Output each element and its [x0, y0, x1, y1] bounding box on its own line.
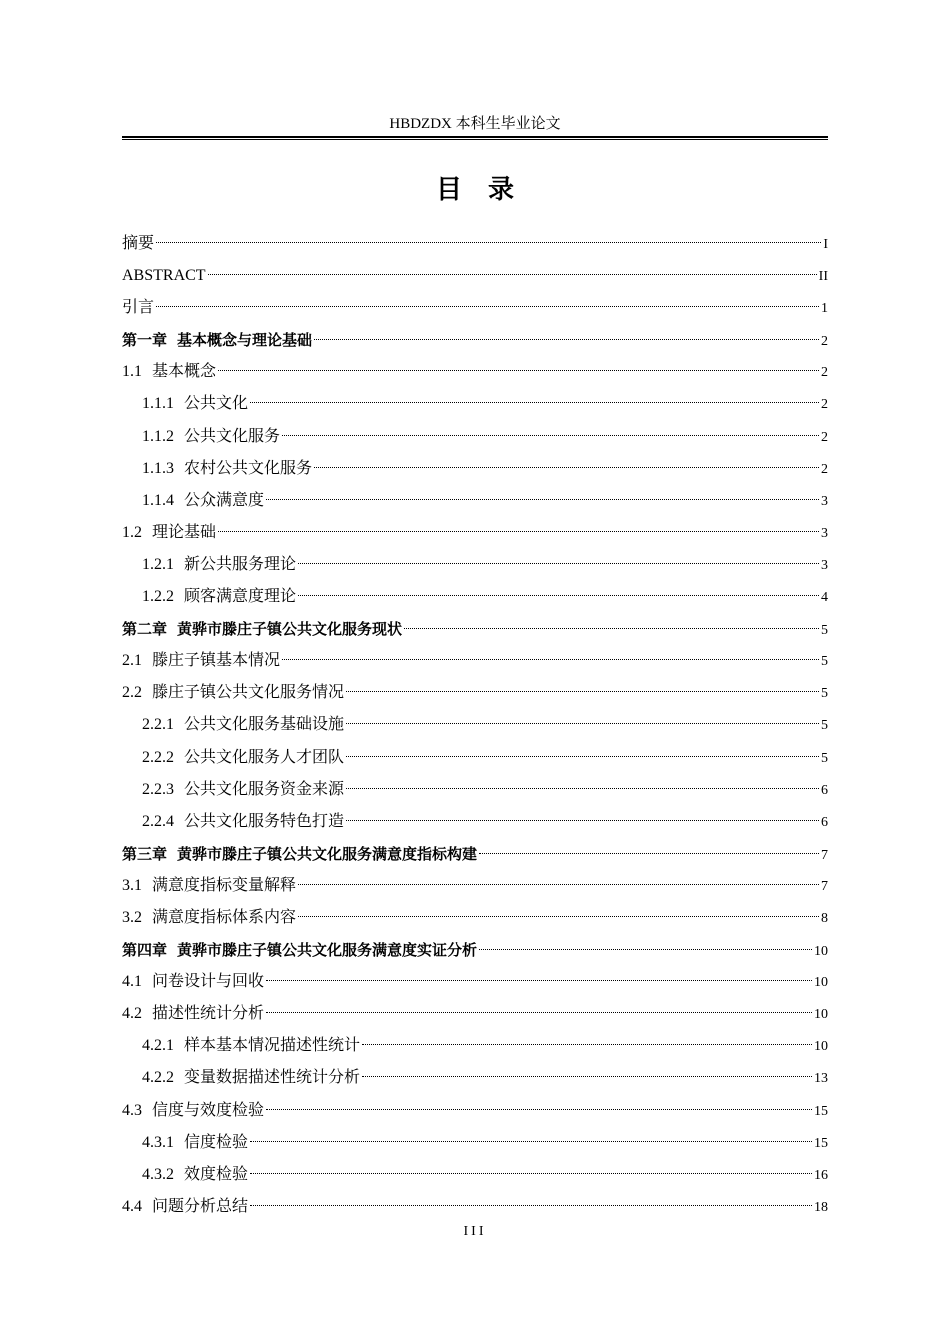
toc-entry-label [122, 228, 154, 260]
toc-entry-text: 摘要 [122, 235, 155, 252]
toc-leader-dots [298, 595, 819, 596]
toc-leader-dots [479, 853, 819, 854]
toc-entry[interactable] [122, 902, 828, 934]
toc-entry-number: 2.2.1 [142, 716, 174, 734]
toc-entry-label [142, 388, 248, 420]
toc-leader-dots [208, 274, 817, 275]
toc-entry-page: 15 [814, 1135, 828, 1151]
toc-entry[interactable] [122, 742, 828, 774]
toc-leader-dots [346, 820, 819, 821]
toc-entry-page: II [818, 269, 828, 285]
toc-list [122, 228, 828, 1223]
toc-entry-page: 13 [814, 1071, 828, 1087]
toc-entry-label [142, 549, 296, 581]
toc-entry[interactable] [122, 1095, 828, 1127]
toc-entry-text: 公共文化服务基础设施 [184, 716, 345, 734]
toc-entry-page: 10 [814, 1007, 828, 1023]
toc-entry-text: 农村公共文化服务 [184, 459, 313, 477]
toc-entry[interactable] [122, 517, 828, 549]
toc-entry[interactable] [122, 260, 828, 292]
toc-entry[interactable] [122, 324, 828, 356]
toc-entry-label [142, 1030, 360, 1062]
toc-entry-text: 样本基本情况描述性统计 [184, 1037, 361, 1055]
toc-entry[interactable] [122, 549, 828, 581]
toc-entry-text: 顾客满意度理论 [184, 588, 297, 606]
toc-leader-dots [346, 691, 819, 692]
toc-entry-text: 理论基础 [152, 523, 217, 541]
toc-entry-number: 第三章 [122, 844, 168, 863]
toc-entry-text: 公共文化服务人才团队 [184, 748, 345, 766]
toc-entry-text: 问卷设计与回收 [152, 973, 265, 991]
toc-entry-number: 第四章 [122, 941, 168, 960]
toc-entry[interactable] [122, 998, 828, 1030]
toc-entry-text: 引言 [122, 299, 155, 317]
toc-entry-page: 5 [821, 750, 828, 766]
toc-entry-page: 10 [814, 944, 828, 960]
header-rule-thin [122, 139, 828, 140]
toc-entry-label [122, 934, 477, 966]
toc-entry-page: I [823, 237, 828, 252]
toc-leader-dots [346, 788, 819, 789]
toc-entry-label [122, 902, 296, 934]
toc-leader-dots [156, 242, 821, 243]
toc-leader-dots [298, 563, 819, 564]
toc-entry-label [142, 1159, 248, 1191]
toc-entry-page: 1 [821, 301, 828, 317]
toc-entry[interactable] [122, 453, 828, 485]
toc-entry-number: 4.2 [122, 1005, 142, 1023]
toc-entry-text: 公共文化 [184, 395, 249, 413]
toc-entry-page: 5 [821, 686, 828, 702]
page-header: HBDZDX 本科生毕业论文 [389, 116, 561, 132]
toc-entry-number: 4.2.1 [142, 1037, 174, 1055]
toc-leader-dots [298, 884, 819, 885]
toc-leader-dots [282, 435, 819, 436]
toc-entry[interactable] [122, 356, 828, 388]
toc-entry-text: 公共文化服务特色打造 [184, 812, 345, 830]
toc-entry-page: 2 [821, 397, 828, 413]
toc-entry-text: 信度与效度检验 [152, 1101, 265, 1119]
toc-entry[interactable] [122, 1030, 828, 1062]
toc-entry-text: 公众满意度 [184, 491, 265, 509]
toc-entry-number: 1.2.1 [142, 555, 174, 573]
toc-entry[interactable] [122, 774, 828, 806]
toc-leader-dots [266, 980, 812, 981]
toc-entry-number: 4.4 [122, 1197, 142, 1215]
toc-entry-text: 滕庄子镇公共文化服务情况 [152, 684, 345, 702]
toc-entry-page: 7 [821, 847, 828, 863]
toc-entry[interactable] [122, 613, 828, 645]
toc-entry-label [142, 421, 280, 453]
toc-entry-page: 16 [814, 1167, 828, 1183]
toc-entry-number: 1.1.3 [142, 459, 174, 477]
toc-entry-page: 2 [821, 365, 828, 381]
toc-entry[interactable] [122, 870, 828, 902]
toc-entry-page: 7 [821, 878, 828, 894]
toc-entry[interactable] [122, 645, 828, 677]
toc-entry-label [122, 998, 264, 1030]
toc-entry[interactable] [122, 1062, 828, 1094]
toc-entry-text: ABSTRACT [122, 267, 206, 285]
toc-leader-dots [266, 1109, 812, 1110]
toc-entry[interactable] [122, 228, 828, 260]
toc-entry-text: 黄骅市滕庄子镇公共文化服务现状 [177, 620, 403, 639]
toc-entry-label [142, 485, 264, 517]
toc-entry-page: 10 [814, 1039, 828, 1055]
toc-entry-label [122, 613, 402, 645]
toc-leader-dots [314, 467, 819, 468]
toc-title: 目 录 [435, 175, 514, 205]
toc-entry-number: 4.1 [122, 973, 142, 991]
page-number: III [463, 1224, 487, 1239]
toc-entry-label [122, 356, 216, 388]
toc-entry-text: 变量数据描述性统计分析 [184, 1069, 361, 1087]
toc-leader-dots [282, 659, 819, 660]
toc-entry-text: 黄骅市滕庄子镇公共文化服务满意度实证分析 [177, 941, 478, 960]
toc-entry-number: 1.1.2 [142, 427, 174, 445]
toc-entry-label [142, 1127, 248, 1159]
toc-entry-number: 第一章 [122, 331, 168, 350]
toc-entry-label [122, 517, 216, 549]
toc-leader-dots [314, 339, 819, 340]
toc-entry-number: 1.1 [122, 363, 142, 381]
toc-entry-page: 3 [821, 557, 828, 573]
toc-leader-dots [479, 949, 812, 950]
toc-leader-dots [250, 1205, 812, 1206]
toc-leader-dots [250, 402, 819, 403]
toc-entry[interactable] [122, 581, 828, 613]
toc-entry-text: 黄骅市滕庄子镇公共文化服务满意度指标构建 [177, 844, 478, 863]
toc-entry-page: 2 [821, 429, 828, 445]
toc-entry-text: 基本概念 [152, 363, 217, 381]
toc-entry-page: 2 [821, 334, 828, 350]
toc-entry[interactable] [122, 1191, 828, 1223]
toc-entry-label [122, 966, 264, 998]
toc-entry-label [142, 806, 344, 838]
toc-leader-dots [250, 1141, 812, 1142]
toc-entry-text: 满意度指标变量解释 [152, 876, 297, 894]
toc-entry-number: 3.1 [122, 876, 142, 894]
toc-entry-page: 5 [821, 623, 828, 639]
toc-entry-text: 满意度指标体系内容 [152, 908, 297, 926]
toc-entry-label [142, 774, 344, 806]
toc-entry-label [122, 292, 154, 324]
toc-leader-dots [346, 723, 819, 724]
toc-leader-dots [404, 628, 819, 629]
toc-leader-dots [250, 1173, 812, 1174]
toc-entry[interactable] [122, 1127, 828, 1159]
toc-entry-page: 18 [814, 1199, 828, 1215]
toc-entry-number: 2.1 [122, 652, 142, 670]
toc-leader-dots [218, 370, 819, 371]
toc-entry[interactable] [122, 292, 828, 324]
toc-entry-page: 10 [814, 975, 828, 991]
toc-entry-text: 新公共服务理论 [184, 555, 297, 573]
toc-entry-page: 4 [821, 590, 828, 606]
toc-leader-dots [266, 499, 819, 500]
toc-entry-label [122, 260, 206, 292]
toc-entry-text: 描述性统计分析 [152, 1005, 265, 1023]
toc-leader-dots [298, 916, 819, 917]
toc-entry-page: 15 [814, 1103, 828, 1119]
toc-leader-dots [266, 1012, 812, 1013]
toc-entry[interactable] [122, 485, 828, 517]
toc-entry-page: 6 [821, 782, 828, 798]
toc-entry-text: 效度检验 [184, 1165, 249, 1183]
toc-entry-number: 4.3.2 [142, 1165, 174, 1183]
toc-entry-number: 2.2.4 [142, 812, 174, 830]
toc-entry-text: 滕庄子镇基本情况 [152, 652, 281, 670]
toc-entry-label [122, 870, 296, 902]
toc-entry-page: 8 [821, 910, 828, 926]
toc-entry-label [122, 1191, 248, 1223]
toc-entry-number: 2.2.2 [142, 748, 174, 766]
toc-entry-number: 4.3.1 [142, 1133, 174, 1151]
toc-entry-number: 1.1.1 [142, 395, 174, 413]
toc-entry-page: 3 [821, 493, 828, 509]
header-rule [122, 136, 828, 138]
toc-leader-dots [362, 1044, 812, 1045]
toc-entry-label [122, 677, 344, 709]
toc-leader-dots [156, 306, 819, 307]
toc-entry-text: 信度检验 [184, 1133, 249, 1151]
toc-entry-page: 6 [821, 814, 828, 830]
toc-entry-label [142, 742, 344, 774]
toc-entry-number: 4.2.2 [142, 1069, 174, 1087]
toc-entry[interactable] [122, 421, 828, 453]
toc-entry-number: 2.2.3 [142, 780, 174, 798]
toc-leader-dots [362, 1076, 812, 1077]
toc-entry-text: 公共文化服务资金来源 [184, 780, 345, 798]
toc-entry-page: 2 [821, 461, 828, 477]
toc-entry-text: 基本概念与理论基础 [177, 331, 313, 350]
toc-entry-label [142, 453, 312, 485]
toc-entry-label [142, 709, 344, 741]
toc-leader-dots [218, 531, 819, 532]
toc-entry[interactable] [122, 1159, 828, 1191]
toc-entry-number: 2.2 [122, 684, 142, 702]
toc-entry[interactable] [122, 966, 828, 998]
toc-entry-label [142, 1062, 360, 1094]
toc-entry-number: 1.2.2 [142, 588, 174, 606]
toc-entry-label [122, 645, 280, 677]
toc-entry-number: 1.1.4 [142, 491, 174, 509]
toc-entry[interactable] [122, 388, 828, 420]
toc-entry[interactable] [122, 934, 828, 966]
toc-entry[interactable] [122, 677, 828, 709]
toc-entry-page: 5 [821, 654, 828, 670]
toc-entry-text: 问题分析总结 [152, 1197, 249, 1215]
toc-entry-number: 第二章 [122, 620, 168, 639]
toc-entry[interactable] [122, 806, 828, 838]
toc-entry-number: 4.3 [122, 1101, 142, 1119]
toc-leader-dots [346, 756, 819, 757]
toc-entry-label [122, 1095, 264, 1127]
toc-entry[interactable] [122, 838, 828, 870]
toc-entry-number: 3.2 [122, 908, 142, 926]
toc-entry-text: 公共文化服务 [184, 427, 281, 445]
toc-entry-number: 1.2 [122, 523, 142, 541]
toc-entry[interactable] [122, 709, 828, 741]
toc-entry-page: 3 [821, 525, 828, 541]
toc-entry-page: 5 [821, 718, 828, 734]
toc-entry-label [122, 838, 477, 870]
toc-entry-label [142, 581, 296, 613]
toc-entry-label [122, 324, 312, 356]
